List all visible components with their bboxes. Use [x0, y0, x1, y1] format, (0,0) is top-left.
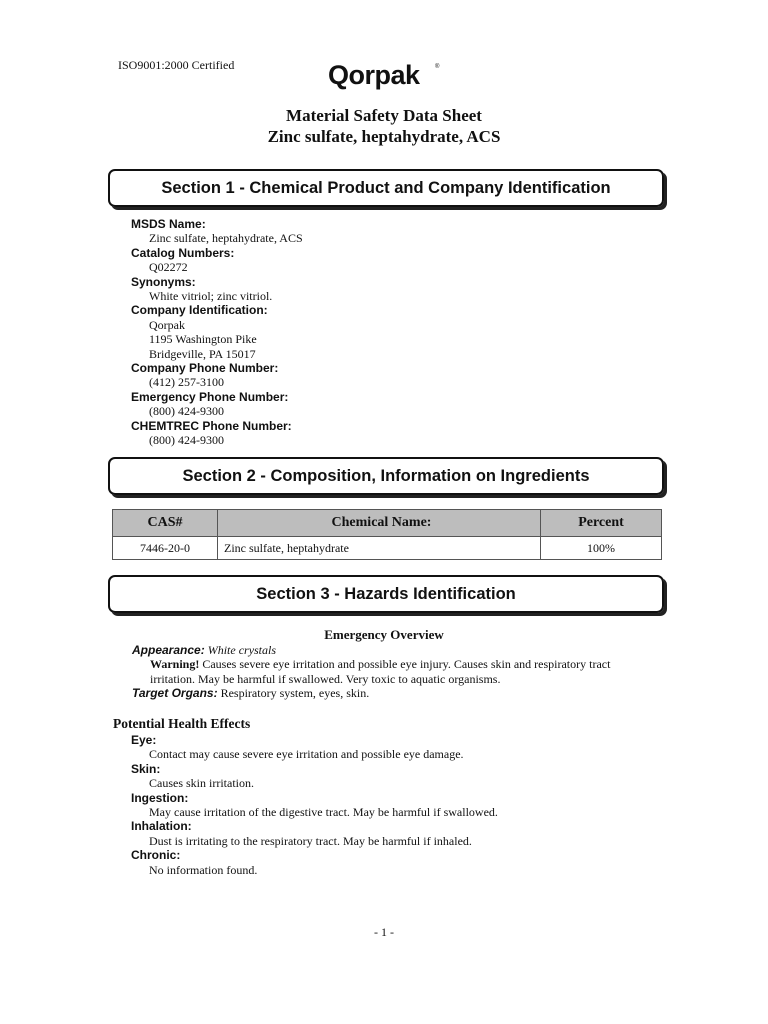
column-header-cas: CAS#: [113, 510, 218, 537]
company-address-line1: 1195 Washington Pike: [149, 332, 257, 347]
product-title: Zinc sulfate, heptahydrate, ACS: [267, 127, 501, 146]
appearance-line: [132, 643, 652, 657]
table-row: [113, 537, 662, 560]
skin-value: Causes skin irritation.: [149, 776, 254, 791]
target-organs-label: Target Organs:: [132, 686, 218, 701]
ingestion-label: Ingestion:: [131, 790, 189, 805]
section-3-title: Section 3 - Hazards Identification: [256, 584, 516, 603]
warning-text-1: Causes severe eye irritation and possible eye injury. Causes skin and respiratory tract: [202, 657, 611, 672]
synonyms-label: Synonyms:: [131, 274, 196, 289]
company-phone-label: Company Phone Number:: [131, 361, 279, 376]
warning-line-1: [132, 657, 652, 671]
svg-text:Qorpak: Qorpak: [328, 60, 420, 90]
chronic-label: Chronic:: [131, 848, 181, 863]
emergency-overview-title: Emergency Overview: [324, 627, 444, 642]
chemical-name-cell: Zinc sulfate, heptahydrate: [218, 537, 541, 560]
chronic-value: No information found.: [149, 862, 258, 877]
target-organs-value: Respiratory system, eyes, skin.: [220, 686, 370, 701]
svg-text:®: ®: [435, 64, 440, 70]
qorpak-logo: [326, 56, 444, 92]
company-phone-value: (412) 257-3100: [149, 375, 224, 390]
page-number: - 1 -: [374, 925, 394, 939]
msds-name-value: Zinc sulfate, heptahydrate, ACS: [149, 231, 303, 246]
table-header-row: [113, 510, 662, 537]
company-label: Company Identification:: [131, 303, 268, 318]
column-header-percent: Percent: [541, 510, 662, 537]
company-name: Qorpak: [149, 317, 185, 332]
inhalation-value: Dust is irritating to the respiratory tract. May be harmful if inhaled.: [149, 833, 472, 848]
document-title: Material Safety Data Sheet: [286, 106, 482, 125]
msds-name-label: MSDS Name:: [131, 217, 206, 231]
section-1-title: Section 1 - Chemical Product and Company Identification: [161, 178, 611, 197]
potential-health-effects-title: Potential Health Effects: [113, 716, 251, 731]
section-2-title: Section 2 - Composition, Information on Ingredients: [182, 466, 590, 485]
inhalation-label: Inhalation:: [131, 819, 192, 834]
emergency-phone-value: (800) 424-9300: [149, 404, 224, 419]
appearance-label: Appearance:: [132, 643, 205, 657]
synonyms-value: White vitriol; zinc vitriol.: [149, 289, 273, 304]
composition-table: [112, 509, 662, 560]
section-1-fields: [131, 217, 651, 448]
eye-label: Eye:: [131, 733, 157, 747]
skin-label: Skin:: [131, 761, 161, 776]
eye-value: Contact may cause severe eye irritation and possible eye damage.: [149, 747, 464, 762]
cas-cell: 7446-20-0: [113, 537, 218, 560]
column-header-chemical-name: Chemical Name:: [218, 510, 541, 537]
percent-cell: 100%: [541, 537, 662, 560]
section-3-header: [108, 575, 664, 613]
emergency-phone-label: Emergency Phone Number:: [131, 389, 289, 404]
target-organs-line: [132, 686, 652, 700]
emergency-overview-body: [132, 643, 652, 701]
chemtrec-phone-label: CHEMTREC Phone Number:: [131, 418, 292, 433]
catalog-value: Q02272: [149, 260, 188, 275]
health-effects-list: [131, 733, 651, 877]
chemtrec-phone-value: (800) 424-9300: [149, 433, 224, 448]
warning-text-2: irritation. May be harmful if swallowed. Very toxic to aquatic organisms.: [150, 671, 501, 686]
section-2-header: [108, 457, 664, 495]
section-1-header: [108, 169, 664, 207]
warning-label: Warning!: [150, 657, 200, 672]
appearance-value: White crystals: [207, 643, 277, 657]
company-address-line2: Bridgeville, PA 15017: [149, 346, 256, 361]
catalog-label: Catalog Numbers:: [131, 245, 235, 260]
ingestion-value: May cause irritation of the digestive tract. May be harmful if swallowed.: [149, 805, 498, 820]
certification-note: ISO9001:2000 Certified: [118, 58, 235, 72]
